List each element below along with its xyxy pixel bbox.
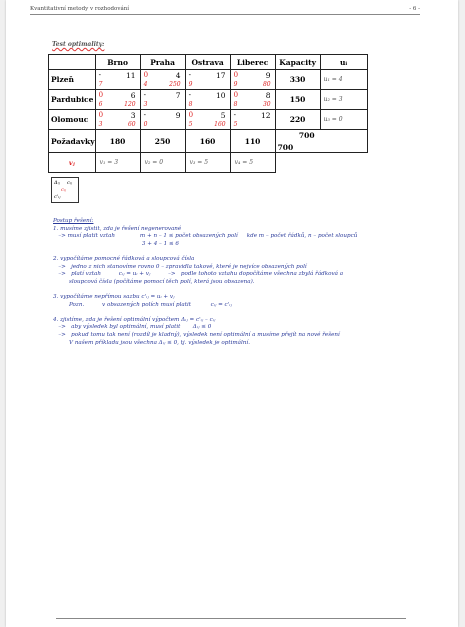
cost-value: 9 [175,111,181,120]
procedure-heading: Postup řešení: [53,218,94,224]
table-cell [185,70,230,90]
allocation-value: 30 [262,101,271,108]
total-capacity: 700 [277,143,294,152]
legend-cost: cᵢⱼ [67,180,73,186]
allocation-value: 60 [127,121,136,128]
capacity-value: 150 [275,90,320,110]
allocation-value: 250 [169,81,181,88]
u-value: u₁ = 4 [320,70,367,90]
delta-value: 0 [188,111,194,119]
delta-value: 0 [98,91,104,99]
v-label: vⱼ [49,153,96,173]
step-1: 1. musíme zjistit, zda je řešení negenerované [53,225,182,232]
allocation-value: 120 [124,101,136,108]
delta-value: - [98,71,101,79]
indirect-cost: 8 [233,101,238,108]
demand-row [49,130,368,153]
table-cell [140,90,185,110]
col-header: uᵢ [320,55,367,70]
demand-value: 250 [140,130,185,153]
u-value: u₂ = 3 [320,90,367,110]
indirect-cost: 5 [188,121,193,128]
table-row [49,70,368,90]
page-number: - 6 - [409,6,420,12]
page-header [30,6,420,15]
cost-value: 6 [130,91,136,100]
v-value: v₄ = 5 [230,153,275,173]
allocation-value: 80 [262,81,271,88]
table-cell [185,110,230,130]
total-demand: 700 [298,131,315,140]
indirect-cost: 8 [188,101,193,108]
cost-value: 17 [216,71,226,80]
cost-value: 8 [265,91,271,100]
u-value: u₃ = 0 [320,110,367,130]
row-label: Olomouc [49,110,96,130]
legend-delta: Δᵢⱼ [54,180,60,186]
step-1b: 3 + 4 – 1 ≤ 6 [53,240,179,247]
step-3: 3. vypočítáme nepřímou sazbu c'ᵢⱼ = uᵢ + vⱼ [53,293,175,300]
indirect-cost: 9 [188,81,193,88]
step-2a: –> jedno z nich stanovíme rovno 0 – zpravidla takové, které je nejvíce obsazených polí [53,263,307,270]
total-cell [275,130,367,153]
cost-value: 3 [130,111,136,120]
table-cell [230,90,275,110]
legend-cost-2: cᵢⱼ [61,187,67,193]
step-2c: sloupcová čísla (počítáme pomocí těch polí, která jsou obsazena). [53,278,255,285]
indirect-cost: 3 [143,101,148,108]
allocation-value: 160 [214,121,226,128]
delta-value: - [188,71,191,79]
step-4b: –> pokud tomu tak není (rozdíl je kladný), výsledek není optimální a musíme přejít na nové řešení [53,331,340,338]
step-4: 4. zjistíme, zda je řešení optimální výpočtem Δᵢⱼ = c'ᵢⱼ – cᵢⱼ [53,316,216,323]
capacity-value: 330 [275,70,320,90]
document-page [6,0,458,627]
step-4c: V našem příkladu jsou všechna Δᵢⱼ ≤ 0, tj. výsledek je optimální. [53,339,250,346]
indirect-cost: 5 [233,121,238,128]
v-value: v₂ = 0 [140,153,185,173]
indirect-cost: 9 [233,81,238,88]
cost-value: 4 [175,71,181,80]
delta-value: 0 [233,91,239,99]
v-row [49,153,368,173]
demand-label: Požadavky [49,130,96,153]
section-title: Test optimality: [52,41,105,48]
table-cell [95,90,140,110]
table-cell [95,70,140,90]
step-2b: –> platí vztah cᵢⱼ = uᵢ + vⱼ –> podle tohoto vztahu dopočítáme všechna zbylá řádková a [53,271,344,278]
demand-value: 160 [185,130,230,153]
delta-value: 0 [233,71,239,79]
indirect-cost: 3 [98,121,103,128]
indirect-cost: 4 [143,81,148,88]
cost-value: 11 [126,71,136,80]
row-label: Plzeň [49,70,96,90]
corner-cell [49,55,96,70]
legend-box [51,177,79,203]
legend-indirect: c'ᵢⱼ [54,194,61,200]
demand-value: 180 [95,130,140,153]
procedure-text [53,218,433,347]
cost-value: 5 [220,111,226,120]
footer-rule [56,618,406,619]
col-header: Liberec [230,55,275,70]
step-2: 2. vypočítáme pomocné řádková a sloupcová čísla [53,255,195,262]
indirect-cost: 6 [98,101,103,108]
indirect-cost: 7 [98,81,103,88]
step-3a: Pozn. v obsazených polích musí platit cᵢⱼ = c'ᵢⱼ [53,301,232,308]
transport-table [48,54,368,173]
demand-value: 110 [230,130,275,153]
indirect-cost: 0 [143,121,148,128]
table-cell [185,90,230,110]
delta-value: 0 [98,111,104,119]
cost-value: 9 [265,71,271,80]
col-header: Kapacity [275,55,320,70]
capacity-value: 220 [275,110,320,130]
v-value: v₃ = 5 [185,153,230,173]
table-cell [230,70,275,90]
cost-value: 10 [216,91,226,100]
table-cell [95,110,140,130]
step-4a: –> aby výsledek byl optimální, musí platit Δᵢⱼ ≤ 0 [53,324,212,331]
delta-value: - [143,91,146,99]
step-1a: –> musí platit vztah m + n – 1 ≤ počet obsazených polí kde m – počet řádků, n – počet sloupců [53,233,358,240]
delta-value: - [143,111,146,119]
cost-value: 12 [261,111,271,120]
table-row [49,110,368,130]
col-header: Brno [95,55,140,70]
table-cell [140,70,185,90]
table-cell [230,110,275,130]
table-cell [140,110,185,130]
cost-value: 7 [175,91,181,100]
v-value: v₁ = 3 [95,153,140,173]
table-header-row [49,55,368,70]
table-row [49,90,368,110]
delta-value: - [233,111,236,119]
header-left: Kvantitativní metody v rozhodování [30,6,130,12]
col-header: Praha [140,55,185,70]
delta-value: 0 [143,71,149,79]
delta-value: - [188,91,191,99]
row-label: Pardubice [49,90,96,110]
col-header: Ostrava [185,55,230,70]
